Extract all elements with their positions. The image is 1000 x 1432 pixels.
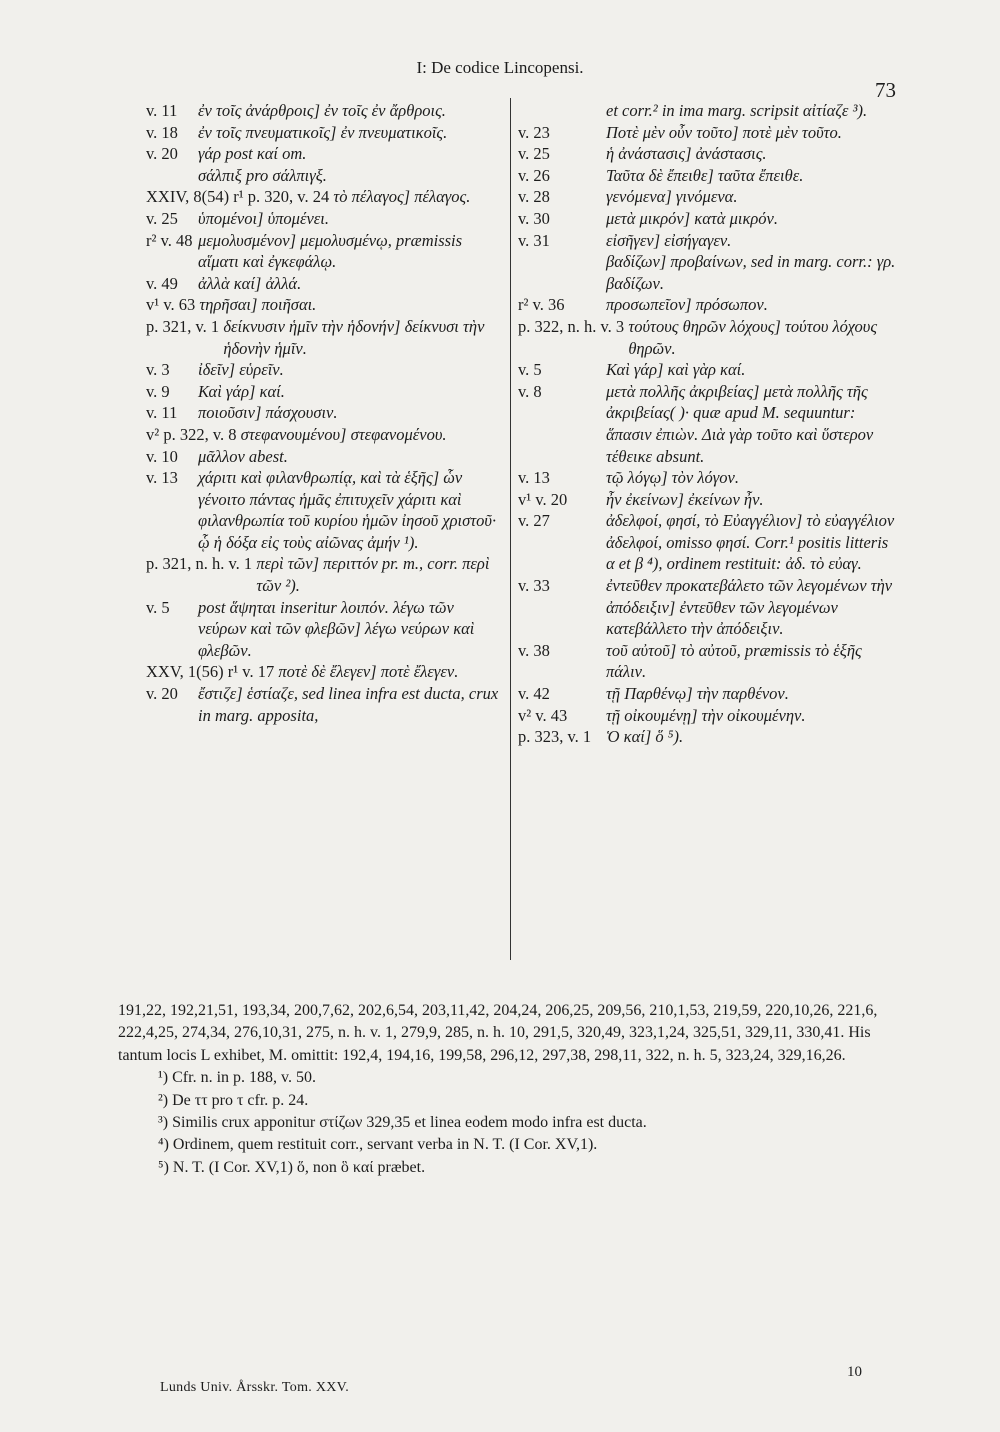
entry-text: Ὁ καί] ὅ ⁵). <box>606 727 684 747</box>
left-column <box>146 100 504 726</box>
apparatus-entry <box>146 122 504 144</box>
entry-text: ποτὲ δὲ ἔλεγεν] ποτὲ ἔλεγεν. <box>278 662 459 682</box>
entry-text: περὶ τῶν] περιττόν pr. m., corr. περὶ τῶν ²). <box>256 554 490 596</box>
entry-text: ἰδεῖν] εὑρεῖν. <box>198 360 284 380</box>
entry-reference: v. 5 <box>146 597 174 617</box>
apparatus-entry <box>518 294 896 316</box>
entry-text: Ποτὲ μὲν οὖν τοῦτο] ποτὲ μὲν τοῦτο. <box>606 122 842 142</box>
entry-reference <box>146 165 198 187</box>
entry-reference: v² p. 322, v. 8 <box>146 424 241 444</box>
entry-text: τῇ Παρθένῳ] τὴν παρθένον. <box>606 684 789 704</box>
entry-text: τῇ οἰκουμένῃ] τὴν οἰκουμένην. <box>606 705 806 725</box>
entry-text: γάρ post καί om. <box>198 144 307 164</box>
footnote-4: ⁴) Ordinem, quem restituit corr., servant verba in N. T. (I Cor. XV,1). <box>158 1136 598 1154</box>
apparatus-entry <box>146 165 504 187</box>
entry-text: ἐντεῦθεν προκατεβάλετο τῶν λεγομένων τὴν ἀπόδειξιν] ἐντεῦθεν τῶν λεγομένων κατεβάλλετο τὴν ἀπόδειξιν. <box>606 576 893 639</box>
entry-reference: v. 28 <box>518 187 555 207</box>
entry-text: χάριτι καὶ φιλανθρωπίᾳ, καὶ τὰ ἑξῆς] ὧν γένοιτο πάντας ἡμᾶς ἐπιτυχεῖν χάριτι καὶ φιλανθρωπία τοῦ κυρίου ἡμῶν ἰησοῦ χριστοῦ· ᾧ ἡ δόξα εἰς τοὺς αἰῶνας ἀμήν ¹). <box>198 468 497 552</box>
entry-text: Ταῦτα δὲ ἔπειθε] ταῦτα ἔπειθε. <box>606 165 804 185</box>
apparatus-entry <box>146 402 504 424</box>
apparatus-entry <box>146 661 504 683</box>
entry-reference: v² v. 43 <box>518 705 572 725</box>
entry-reference: v. 33 <box>518 576 555 596</box>
entry-reference: v. 25 <box>518 144 555 164</box>
entry-text: ὑπομένοι] ὑπομένει. <box>198 208 329 228</box>
entry-reference: v. 11 <box>146 101 182 120</box>
apparatus-entry <box>518 208 896 230</box>
entry-reference: v. 3 <box>146 360 174 380</box>
entry-reference: XXIV, 8(54) r¹ p. 320, v. 24 <box>146 187 334 207</box>
apparatus-entry <box>518 726 896 748</box>
apparatus-entry <box>518 359 896 381</box>
entry-text: ἐν τοῖς πνευματικοῖς] ἐν πνευματικοῖς. <box>198 122 448 142</box>
entry-reference: v. 20 <box>146 684 183 704</box>
entry-reference: p. 322, n. h. v. 3 <box>518 316 629 336</box>
entry-text: post ἅψηται inseritur λοιπόν. λέγω τῶν νεύρων καὶ τῶν φλεβῶν] λέγω νεύρων καὶ φλεβῶν. <box>198 597 475 660</box>
apparatus-entry <box>146 143 504 165</box>
entry-reference: v. 8 <box>518 381 546 401</box>
apparatus-entry <box>518 251 896 294</box>
entry-text: ἔστιζε] ἑστίαζε, sed linea infra est ducta, crux in marg. apposita, <box>198 684 499 725</box>
apparatus-entry <box>518 683 896 705</box>
apparatus-entry <box>518 381 896 467</box>
apparatus-entry <box>518 100 896 122</box>
entry-reference <box>518 251 606 294</box>
entry-text: βαδίζων] προβαίνων, sed in marg. corr.: γρ. βαδίζων. <box>606 252 896 293</box>
entry-text: ἦν ἐκείνων] ἐκείνων ἦν. <box>606 489 764 509</box>
entry-reference: v. 18 <box>146 122 183 142</box>
apparatus-entry <box>146 230 504 273</box>
entry-text: Καὶ γάρ] καὶ γὰρ καί. <box>606 360 746 380</box>
running-title: I: De codice Lincopensi. <box>416 58 584 77</box>
apparatus-entry <box>146 424 504 446</box>
apparatus-entry <box>146 316 504 359</box>
apparatus-entry <box>146 597 504 662</box>
entry-reference: v¹ v. 63 <box>146 295 200 315</box>
entry-reference: v. 42 <box>518 684 555 704</box>
apparatus-entry <box>518 467 896 489</box>
entry-text: τὸ πέλαγος] πέλαγος. <box>333 187 471 207</box>
apparatus-entry <box>146 446 504 468</box>
entry-reference: v. 25 <box>146 208 183 228</box>
entry-text: μεμολυσμένον] μεμολυσμένῳ, præmissis αἵματι καὶ ἐγκεφάλῳ. <box>198 230 463 272</box>
entry-text: δείκνυσιν ἡμῖν τὴν ἡδονήν] δείκνυσι τὴν ἡδονὴν ἡμῖν. <box>223 316 485 358</box>
apparatus-entry <box>146 100 504 122</box>
entry-text: σάλπιξ pro σάλπιγξ. <box>198 165 327 185</box>
entry-reference: v¹ v. 20 <box>518 489 572 509</box>
entry-text: ἀλλὰ καί] ἀλλά. <box>198 273 302 293</box>
page-number: 73 <box>875 78 896 102</box>
entry-text: μᾶλλον abest. <box>198 446 288 466</box>
entry-text: Καὶ γάρ] καί. <box>198 381 285 401</box>
entry-reference: p. 321, n. h. v. 1 <box>146 554 257 574</box>
entry-text: τοῦ αὐτοῦ] τὸ αὐτοῦ, præmissis τὸ ἑξῆς πάλιν. <box>606 640 862 682</box>
apparatus-entry <box>518 705 896 727</box>
entry-reference: v. 30 <box>518 208 555 228</box>
apparatus-entry <box>518 575 896 640</box>
apparatus-entry <box>146 359 504 381</box>
entry-reference: v. 9 <box>146 381 174 401</box>
entry-reference: v. 49 <box>146 273 183 293</box>
apparatus-entry <box>146 553 504 596</box>
apparatus-entry <box>146 294 504 316</box>
entry-text: ἡ ἀνάστασις] ἀνάστασις. <box>606 144 767 164</box>
entry-reference: v. 13 <box>518 468 555 488</box>
entry-text: ἐν τοῖς ἀνάρθροις] ἐν τοῖς ἐν ἄρθροις. <box>198 101 446 120</box>
entry-reference <box>518 100 606 122</box>
entry-reference: r² v. 48 <box>146 230 197 250</box>
entry-text: γενόμενα] γινόμενα. <box>606 187 738 207</box>
entry-reference: p. 323, v. 1 <box>518 727 596 747</box>
entry-reference: v. 26 <box>518 165 555 185</box>
apparatus-entry <box>146 683 504 726</box>
entry-reference: v. 13 <box>146 468 183 488</box>
footnote-5: ⁵) N. T. (I Cor. XV,1) ὅ, non ὃ καί præbet. <box>158 1158 426 1176</box>
apparatus-entry <box>146 273 504 295</box>
column-divider <box>510 98 511 960</box>
apparatus-entry <box>146 208 504 230</box>
entry-text: μετὰ μικρόν] κατὰ μικρόν. <box>606 208 778 228</box>
apparatus-entry <box>518 489 896 511</box>
entry-reference: r² v. 36 <box>518 295 569 315</box>
apparatus-entry <box>518 316 896 359</box>
apparatus-entry <box>146 467 504 553</box>
entry-text: προσωπεῖον] πρόσωπον. <box>606 295 768 315</box>
entry-reference: v. 10 <box>146 446 183 466</box>
entry-reference: v. 38 <box>518 640 555 660</box>
signature-mark: 10 <box>847 1364 862 1380</box>
apparatus-entry <box>518 165 896 187</box>
entry-text: et corr.² in ima marg. scripsit αἰτίαζε ³). <box>606 101 868 120</box>
entry-text: ἀδελφοί, φησί, τὸ Εὐαγγέλιον] τὸ εὐαγγέλιον ἀδελφοί, omisso φησί. Corr.¹ positis litteris α et β ⁴), ordinem restituit: ἀδ. τὸ εὐαγ. <box>606 511 895 574</box>
footnote-2: ²) De ττ pro τ cfr. p. 24. <box>158 1091 309 1109</box>
entry-text: εἰσῆγεν] εἰσήγαγεν. <box>606 230 732 250</box>
entry-text: ποιοῦσιν] πάσχουσιν. <box>198 403 338 423</box>
entry-reference: p. 321, v. 1 <box>146 316 224 336</box>
footer-summary: 191,22, 192,21,51, 193,34, 200,7,62, 202,6,54, 203,11,42, 204,24, 206,25, 209,56, 210,1,53, 219,59, 220,10,26, 221,6, 222,4,25, 274,34, 276,10,31, 275, n. h. v. 1, 279,9, 285, n. h. 10, 291,5, 320,49, 323,1,24, 325,51, 329,11, 330,41. His tantum locis L exhibet, M. omittit: 192,4, 194,16, 199,58, 296,12, 297,38, 298,11, 322, n. h. 5, 323,24, 329,16,26. <box>118 1002 878 1064</box>
apparatus-entry <box>518 143 896 165</box>
apparatus-entry <box>146 186 504 208</box>
entry-reference: v. 11 <box>146 403 182 423</box>
entry-text: τῷ λόγῳ] τὸν λόγον. <box>606 468 739 488</box>
entry-reference: v. 31 <box>518 230 555 250</box>
entry-text: στεφανουμένου] στεφανομένου. <box>240 424 447 444</box>
entry-text: μετὰ πολλῆς ἀκριβείας] μετὰ πολλῆς τῆς ἀκριβείας( )· quæ apud M. sequuntur: ἅπασιν ἐπιὼν. Διὰ γὰρ τοῦτο καὶ ὕστερον τέθεικε absunt. <box>606 381 874 466</box>
apparatus-entry <box>518 122 896 144</box>
entry-reference: v. 23 <box>518 122 555 142</box>
apparatus-entry <box>146 381 504 403</box>
footer <box>118 1000 898 1179</box>
entry-reference: v. 20 <box>146 144 183 164</box>
apparatus-entry <box>518 510 896 575</box>
entry-reference: v. 5 <box>518 360 546 380</box>
entry-text: τηρῆσαι] ποιῆσαι. <box>199 295 317 315</box>
apparatus-entry <box>518 230 896 252</box>
apparatus-entry <box>518 186 896 208</box>
entry-text: τούτους θηρῶν λόχους] τούτου λόχους θηρῶν. <box>628 316 878 358</box>
entry-reference: XXV, 1(56) r¹ v. 17 <box>146 662 279 682</box>
apparatus-entry <box>518 640 896 683</box>
imprint: Lunds Univ. Årsskr. Tom. XXV. <box>160 1380 350 1395</box>
footnote-1: ¹) Cfr. n. in p. 188, v. 50. <box>158 1069 316 1087</box>
footnote-3: ³) Similis crux apponitur στίζων 329,35 et linea eodem modo infra est ducta. <box>158 1114 647 1132</box>
entry-reference: v. 27 <box>518 511 555 531</box>
right-column <box>518 100 896 748</box>
